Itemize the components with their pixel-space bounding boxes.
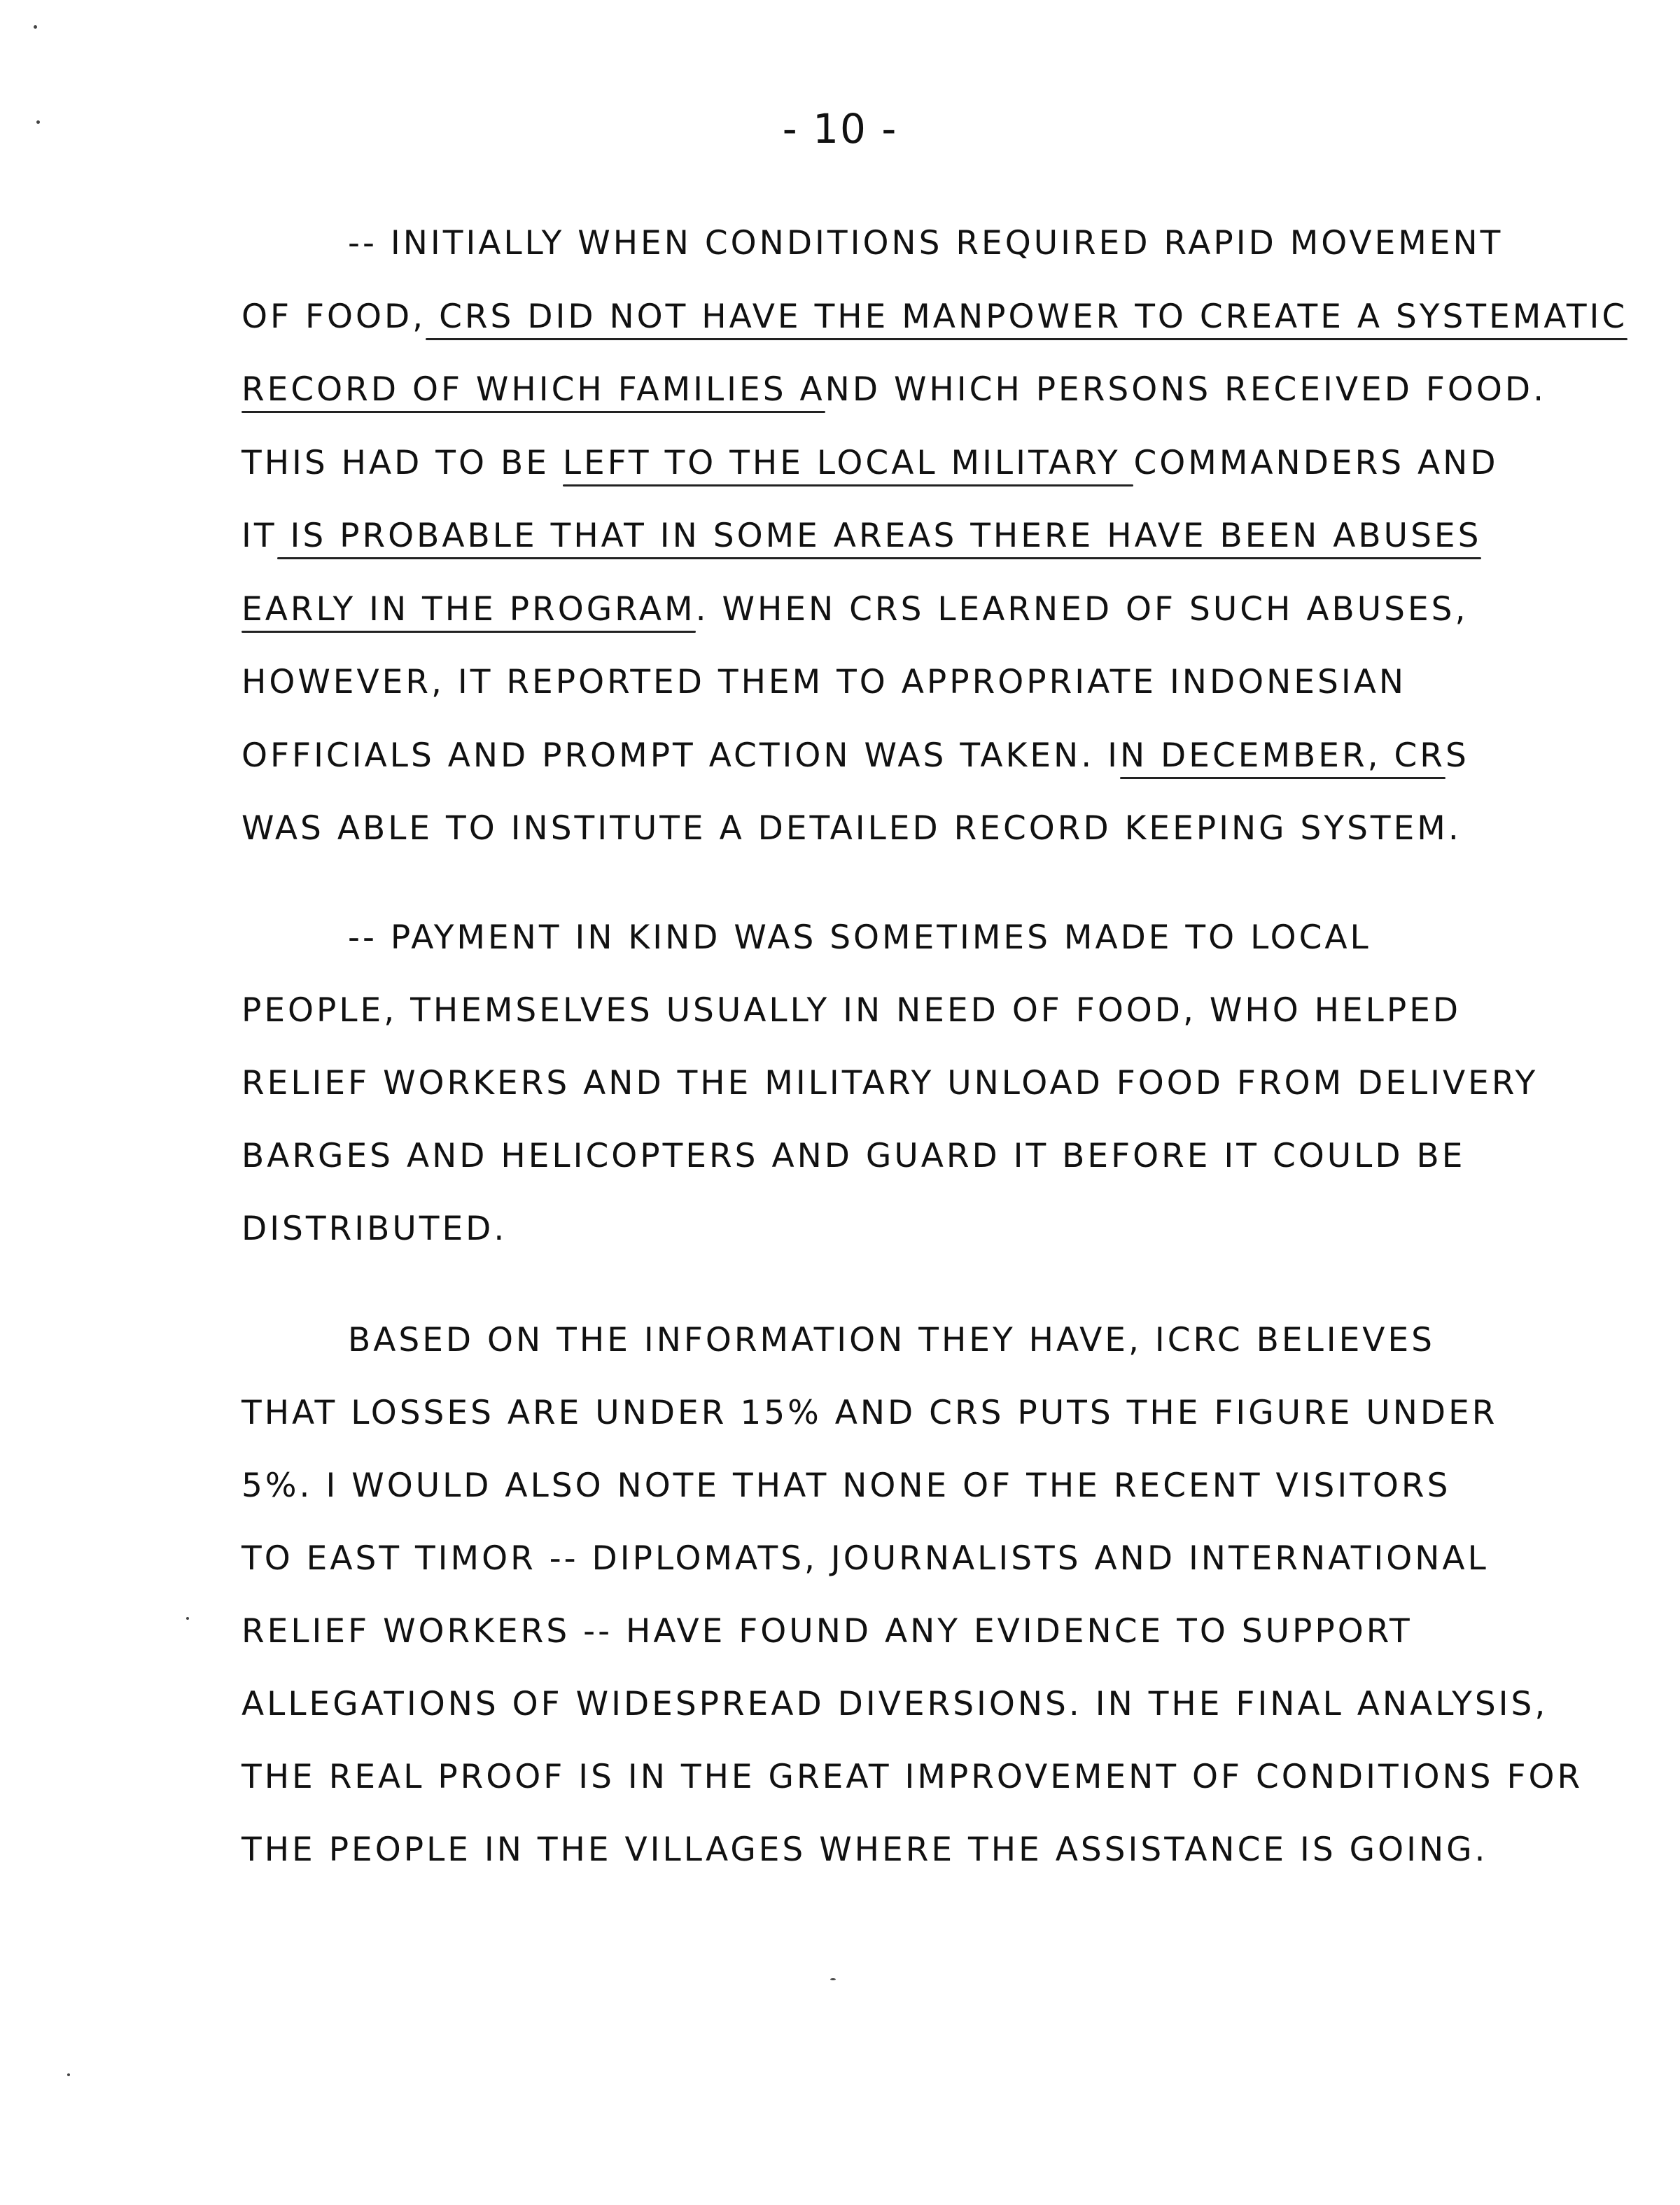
scan-speck	[34, 25, 37, 29]
text-line: RELIEF WORKERS -- HAVE FOUND ANY EVIDENCE TO SUPPORT	[241, 1612, 1413, 1651]
text-line: RELIEF WORKERS AND THE MILITARY UNLOAD FOOD FROM DELIVERY	[241, 1064, 1539, 1102]
scan-speck	[830, 1978, 836, 1980]
text-line: THE PEOPLE IN THE VILLAGES WHERE THE ASSISTANCE IS GOING.	[241, 1830, 1488, 1869]
scan-speck	[186, 1617, 189, 1620]
underlined-text: CRS DID NOT HAVE THE MANPOWER TO CREATE A SYSTEMATIC	[426, 297, 1628, 336]
text-line: BARGES AND HELICOPTERS AND GUARD IT BEFORE IT COULD BE	[241, 1137, 1466, 1175]
text-line: EARLY IN THE PROGRAM. WHEN CRS LEARNED OF SUCH ABUSES,	[241, 589, 1469, 629]
underlined-text: LEFT TO THE LOCAL MILITARY	[562, 443, 1134, 482]
text-line: HOWEVER, IT REPORTED THEM TO APPROPRIATE INDONESIAN	[241, 663, 1407, 701]
underlined-text: IS PROBABLE THAT IN SOME AREAS THERE HAVE BEEN ABUSES	[276, 517, 1482, 555]
text-line: RECORD OF WHICH FAMILIES AND WHICH PERSONS RECEIVED FOOD.	[241, 370, 1547, 409]
text-line: 5%. I WOULD ALSO NOTE THAT NONE OF THE RECENT VISITORS	[241, 1466, 1451, 1505]
text-line: BASED ON THE INFORMATION THEY HAVE, ICRC BELIEVES	[348, 1321, 1435, 1359]
text-line: OF FOOD, CRS DID NOT HAVE THE MANPOWER TO CREATE A SYSTEMATIC	[241, 297, 1628, 336]
page-number: - 10 -	[782, 105, 898, 153]
text-line: THAT LOSSES ARE UNDER 15% AND CRS PUTS THE FIGURE UNDER	[241, 1394, 1498, 1432]
underlined-text: RECORD OF WHICH FAMILIES A	[241, 370, 825, 409]
text-line: -- PAYMENT IN KIND WAS SOMETIMES MADE TO LOCAL	[348, 918, 1371, 957]
text-line: DISTRIBUTED.	[241, 1210, 507, 1248]
underlined-text: N DECEMBER, CR	[1119, 736, 1446, 775]
text-line: OFFICIALS AND PROMPT ACTION WAS TAKEN. IN DECEMBER, CRS	[241, 736, 1469, 775]
text-line: IT IS PROBABLE THAT IN SOME AREAS THERE HAVE BEEN ABUSES	[241, 517, 1482, 555]
text-line: WAS ABLE TO INSTITUTE A DETAILED RECORD KEEPING SYSTEM.	[241, 809, 1462, 848]
underlined-text: EARLY IN THE PROGRAM	[241, 589, 696, 629]
scan-speck	[67, 2073, 70, 2076]
text-line: PEOPLE, THEMSELVES USUALLY IN NEED OF FOOD, WHO HELPED	[241, 991, 1462, 1030]
text-line: TO EAST TIMOR -- DIPLOMATS, JOURNALISTS AND INTERNATIONAL	[241, 1539, 1489, 1578]
text-line: -- INITIALLY WHEN CONDITIONS REQUIRED RAPID MOVEMENT	[348, 224, 1504, 262]
scan-speck	[36, 120, 40, 124]
text-line: THE REAL PROOF IS IN THE GREAT IMPROVEMENT OF CONDITIONS FOR	[241, 1758, 1583, 1796]
text-line: ALLEGATIONS OF WIDESPREAD DIVERSIONS. IN THE FINAL ANALYSIS,	[241, 1685, 1548, 1723]
text-line: THIS HAD TO BE LEFT TO THE LOCAL MILITARY COMMANDERS AND	[241, 443, 1499, 482]
